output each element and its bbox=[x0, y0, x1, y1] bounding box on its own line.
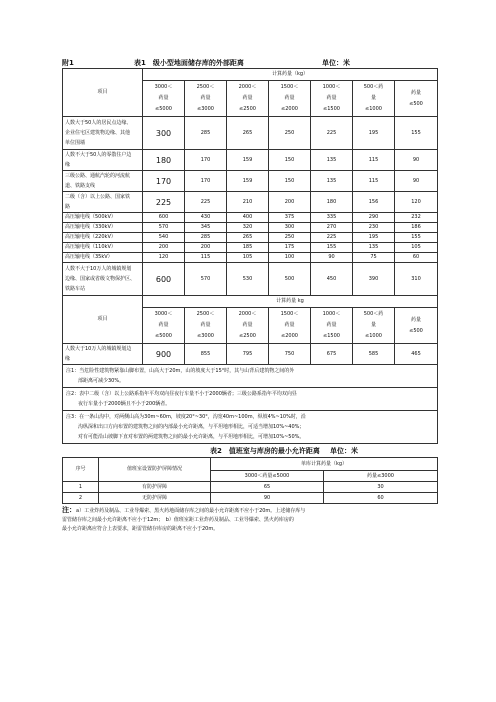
cell-line: 道、铁路支线 bbox=[65, 183, 96, 189]
table1-row-label bbox=[63, 117, 143, 150]
table1-cell: 750 bbox=[269, 344, 311, 365]
table1-cell: 450 bbox=[311, 263, 353, 296]
table1 bbox=[62, 68, 438, 444]
table1-header-col bbox=[185, 308, 227, 344]
cell-line: 1500＜ bbox=[280, 311, 299, 317]
table1-cell: 185 bbox=[227, 243, 269, 253]
table2-unit: 单位：米 bbox=[330, 447, 358, 455]
cell-line: ≤500 bbox=[409, 100, 423, 107]
table1-header-col bbox=[269, 81, 311, 117]
cell-line: 2500＜ bbox=[196, 84, 215, 90]
table1-note bbox=[63, 411, 438, 444]
cell-line: 量 bbox=[370, 322, 376, 328]
table1-header-col bbox=[227, 81, 269, 117]
table1-cell: 135 bbox=[311, 171, 353, 192]
table1-row bbox=[63, 263, 438, 296]
cell-line: 高压输电线（220kV） bbox=[65, 234, 116, 240]
table1-cell: 90 bbox=[395, 171, 438, 192]
cell-line: 1000＜ bbox=[322, 311, 341, 317]
table1-note bbox=[63, 388, 438, 411]
table1-row bbox=[63, 171, 438, 192]
table1-cell: 225 bbox=[143, 192, 185, 213]
cell-line: 三级公路、通航汽轮的河流航 bbox=[65, 173, 131, 179]
table2-title bbox=[210, 446, 330, 456]
table2-note-line: a）工业炸药及制品、工业导爆索、黑火药地面储存库之间的最小允许距离不应小于20m。上述储存库与 bbox=[76, 508, 306, 514]
table2-note-prefix: 注： bbox=[62, 506, 76, 514]
table2-note-line: 最小允许距离应符合上表要求，距雷管储存库房的距离不应小于20m。 bbox=[62, 526, 219, 532]
table1-cell: 115 bbox=[185, 253, 227, 263]
table1-header-item: 项目 bbox=[63, 296, 143, 344]
table1-cell: 155 bbox=[395, 233, 438, 243]
table1-cell: 200 bbox=[269, 192, 311, 213]
table2-subheader-2: 药量≤3000 bbox=[324, 471, 438, 482]
table1-cell: 105 bbox=[227, 253, 269, 263]
table1-cell: 540 bbox=[143, 233, 185, 243]
cell-line: 高压输电线（35kV） bbox=[65, 254, 113, 260]
table1-row-label bbox=[63, 344, 143, 365]
table1-row bbox=[63, 213, 438, 223]
table1-cell: 795 bbox=[227, 344, 269, 365]
table1-cell: 225 bbox=[311, 117, 353, 150]
note-line: 注2：表中二级（含）以上公路系指年平均双向昼夜行车量不小于2000辆者；三级公路系指年平均双向昼 bbox=[66, 391, 297, 397]
cell-line: 人数不大于10万人的城镇规划 bbox=[65, 266, 132, 272]
table1-cell: 159 bbox=[227, 171, 269, 192]
table1-cell: 225 bbox=[185, 192, 227, 213]
cell-line: 药量 bbox=[326, 322, 337, 328]
table1-header-col bbox=[395, 308, 438, 344]
table1-header-item: 项目 bbox=[63, 69, 143, 117]
table1-cell: 75 bbox=[353, 253, 395, 263]
table1-cell: 310 bbox=[395, 263, 438, 296]
note-line: 沟纵深和出口方向布置的建筑物之间的内部最小允许距离，与平坦地形相比，可适当增加10%~40%； bbox=[78, 424, 305, 430]
table2-header-no: 序号 bbox=[63, 458, 99, 482]
table1-cell: 180 bbox=[311, 192, 353, 213]
table1-row-label bbox=[63, 263, 143, 296]
table1-row-label bbox=[63, 192, 143, 213]
table2-cell: 90 bbox=[211, 493, 324, 504]
table1-cell: 500 bbox=[269, 263, 311, 296]
table1-cell: 225 bbox=[311, 233, 353, 243]
table1-caption: 级小型地面储存库的外部距离 bbox=[152, 59, 244, 67]
cell-line: 药量 bbox=[326, 95, 337, 101]
table2-cell: 60 bbox=[324, 493, 438, 504]
cell-line: 二级（含）以上公路、国家铁 bbox=[65, 194, 131, 200]
cell-line: 高压输电线（110kV） bbox=[65, 244, 116, 250]
note-line: 注3：在一条山沟中，对两侧山高为30m~60m，坡度20°~30°，沟宽40m~100m，纵坡4%~10%时，沿 bbox=[66, 414, 306, 420]
table1-row-label bbox=[63, 171, 143, 192]
table1-row-label bbox=[63, 243, 143, 253]
table1-cell: 250 bbox=[269, 117, 311, 150]
table1-cell: 400 bbox=[227, 213, 269, 223]
table1-cell: 290 bbox=[353, 213, 395, 223]
table1-cell: 200 bbox=[185, 243, 227, 253]
note-line: 夜行车量小于2000辆且不小于200辆者。 bbox=[78, 401, 171, 407]
cell-line: 药量 bbox=[284, 322, 295, 328]
cell-line: 人数不大于50人的零散住户边 bbox=[65, 152, 132, 158]
table1-cell: 135 bbox=[311, 150, 353, 171]
table1-cell: 159 bbox=[227, 150, 269, 171]
table1-cell: 265 bbox=[227, 117, 269, 150]
table1-header-col bbox=[353, 308, 395, 344]
table1-cell: 115 bbox=[353, 150, 395, 171]
cell-line: 1500＜ bbox=[280, 84, 299, 90]
table1-cell: 120 bbox=[395, 192, 438, 213]
cell-line: 高压输电线（500kV） bbox=[65, 214, 116, 220]
table1-cell: 390 bbox=[353, 263, 395, 296]
cell-line: ≤5000 bbox=[155, 333, 172, 339]
annex-label: 附1 bbox=[62, 59, 74, 67]
table1-cell: 855 bbox=[185, 344, 227, 365]
cell-line: 2500＜ bbox=[196, 311, 215, 317]
cell-line: 500＜药 bbox=[363, 311, 384, 317]
table1-cell: 585 bbox=[353, 344, 395, 365]
cell-line: 人数大于50人的居民点边缘、 bbox=[65, 120, 132, 126]
table1-note-row bbox=[63, 365, 438, 388]
cell-line: ≤500 bbox=[409, 327, 423, 334]
table1-header-col bbox=[311, 308, 353, 344]
table2-cell: 2 bbox=[63, 493, 99, 504]
table1-cell: 900 bbox=[143, 344, 185, 365]
table1-cell: 195 bbox=[353, 233, 395, 243]
cell-line: ≤1000 bbox=[365, 333, 382, 339]
table1-cell: 320 bbox=[227, 223, 269, 233]
table1-cell: 90 bbox=[311, 253, 353, 263]
table1-cell: 90 bbox=[395, 150, 438, 171]
table1-header-col bbox=[311, 81, 353, 117]
table2-caption: 值班室与库房的最小允许距离 bbox=[228, 447, 320, 455]
table1-cell: 335 bbox=[311, 213, 353, 223]
table1-cell: 120 bbox=[143, 253, 185, 263]
note-line: 注1：当危险性建筑物紧靠山脚布置，山高大于20m，山的坡度大于15°时，其与山背后建筑物之间的外 bbox=[66, 368, 295, 374]
cell-line: 铁路车站 bbox=[65, 286, 86, 292]
table1-unit: 单位：米 bbox=[322, 59, 350, 67]
table1-cell: 115 bbox=[353, 171, 395, 192]
table1-cell: 250 bbox=[269, 233, 311, 243]
table2-notes bbox=[62, 506, 437, 534]
table1-cell: 430 bbox=[185, 213, 227, 223]
cell-line: ≤2000 bbox=[281, 106, 298, 112]
table1-row-label bbox=[63, 213, 143, 223]
table1-row bbox=[63, 223, 438, 233]
table1-cell: 150 bbox=[269, 150, 311, 171]
table1-cell: 465 bbox=[395, 344, 438, 365]
cell-line: 500＜药 bbox=[363, 84, 384, 90]
table1-header-dose: 计算药量（kg） bbox=[143, 69, 438, 81]
table1-cell: 195 bbox=[353, 117, 395, 150]
cell-line: 药量 bbox=[410, 89, 421, 96]
cell-line: 药量 bbox=[200, 95, 211, 101]
table1-title bbox=[134, 58, 322, 68]
table1-cell: 600 bbox=[143, 263, 185, 296]
table1-header-col bbox=[143, 81, 185, 117]
cell-line: 药量 bbox=[284, 95, 295, 101]
cell-line: 企业住宅区建筑物边缘、其他 bbox=[65, 130, 131, 136]
cell-line: 高压输电线（330kV） bbox=[65, 224, 116, 230]
cell-line: ≤2000 bbox=[281, 333, 298, 339]
table1-cell: 232 bbox=[395, 213, 438, 223]
table1-row bbox=[63, 150, 438, 171]
table1-cell: 150 bbox=[269, 171, 311, 192]
table2-title-line bbox=[62, 445, 437, 457]
table1-cell: 180 bbox=[143, 150, 185, 171]
table1-row bbox=[63, 117, 438, 150]
note-line: 部距离可减少30%。 bbox=[78, 378, 125, 384]
cell-line: 2000＜ bbox=[238, 311, 257, 317]
table1-cell: 105 bbox=[395, 243, 438, 253]
table1-title-line bbox=[62, 58, 437, 68]
table2-cell: 30 bbox=[324, 482, 438, 493]
table1-header-col bbox=[353, 81, 395, 117]
cell-line: 药量 bbox=[242, 95, 253, 101]
cell-line: ≤1500 bbox=[323, 333, 340, 339]
cell-line: 缘 bbox=[65, 162, 71, 168]
document-page bbox=[62, 58, 437, 534]
table1-cell: 300 bbox=[143, 117, 185, 150]
table2-subheader-1: 3000＜药量≤5000 bbox=[211, 471, 324, 482]
table1-row bbox=[63, 243, 438, 253]
table1-row-label bbox=[63, 253, 143, 263]
table1-note bbox=[63, 365, 438, 388]
table1-row-label bbox=[63, 233, 143, 243]
table1-cell: 175 bbox=[269, 243, 311, 253]
cell-line: ≤1000 bbox=[365, 106, 382, 112]
table1-cell: 170 bbox=[185, 171, 227, 192]
table2-note-line: 雷管储存库之间最小允许距离不应小于12m； b）值班室距工业炸药及制品、工业导爆索、黑火药库房的 bbox=[62, 517, 294, 523]
table1-row bbox=[63, 253, 438, 263]
table2-number: 表2 bbox=[210, 447, 222, 455]
table1-header-dose: 计算药量 kg bbox=[143, 296, 438, 308]
cell-line: 量 bbox=[370, 95, 376, 101]
cell-line: ≤3000 bbox=[197, 333, 214, 339]
cell-line: ≤2500 bbox=[239, 333, 256, 339]
table1-row bbox=[63, 344, 438, 365]
cell-line: ≤1500 bbox=[323, 106, 340, 112]
table1-cell: 570 bbox=[143, 223, 185, 233]
table1-cell: 230 bbox=[353, 223, 395, 233]
table1-cell: 285 bbox=[185, 117, 227, 150]
table1-cell: 530 bbox=[227, 263, 269, 296]
cell-line: 单位围墙 bbox=[65, 140, 86, 146]
cell-line: 3000＜ bbox=[154, 84, 173, 90]
table1-header-col bbox=[227, 308, 269, 344]
table1-cell: 170 bbox=[143, 171, 185, 192]
table2-header-condition: 值班室设置防护屏障情况 bbox=[99, 458, 211, 482]
table1-cell: 285 bbox=[185, 233, 227, 243]
table1-cell: 210 bbox=[227, 192, 269, 213]
table1-cell: 300 bbox=[269, 223, 311, 233]
table2-cell: 有防护屏障 bbox=[99, 482, 211, 493]
table1-cell: 155 bbox=[311, 243, 353, 253]
table2-cell: 1 bbox=[63, 482, 99, 493]
table1-cell: 345 bbox=[185, 223, 227, 233]
cell-line: 药量 bbox=[158, 95, 169, 101]
cell-line: 2000＜ bbox=[238, 84, 257, 90]
cell-line: ≤2500 bbox=[239, 106, 256, 112]
table1-cell: 186 bbox=[395, 223, 438, 233]
table1-cell: 270 bbox=[311, 223, 353, 233]
cell-line: 药量 bbox=[410, 316, 421, 323]
table1-row-label bbox=[63, 150, 143, 171]
cell-line: 边缘、国家或省级文物保护区、 bbox=[65, 276, 136, 282]
note-line: 对有可能沿山坡脚下直对布置的两建筑物之间的最小允许距离，与平坦地形相比，可增加10%~50%。 bbox=[78, 434, 305, 440]
table1-header-col bbox=[269, 308, 311, 344]
table1-note-row bbox=[63, 411, 438, 444]
table1-header-col bbox=[395, 81, 438, 117]
table1-cell: 600 bbox=[143, 213, 185, 223]
cell-line: 药量 bbox=[158, 322, 169, 328]
table1-cell: 135 bbox=[353, 243, 395, 253]
table1-cell: 200 bbox=[143, 243, 185, 253]
table1-cell: 155 bbox=[395, 117, 438, 150]
table1-header-col bbox=[143, 308, 185, 344]
table1-number: 表1 bbox=[134, 59, 146, 67]
table1-cell: 156 bbox=[353, 192, 395, 213]
cell-line: 缘 bbox=[65, 356, 71, 362]
table1-note-row bbox=[63, 388, 438, 411]
cell-line: 药量 bbox=[242, 322, 253, 328]
table1-row-label bbox=[63, 223, 143, 233]
table1-cell: 375 bbox=[269, 213, 311, 223]
table2-cell: 无防护屏障 bbox=[99, 493, 211, 504]
table1-header-col bbox=[185, 81, 227, 117]
table1-row bbox=[63, 233, 438, 243]
cell-line: 药量 bbox=[200, 322, 211, 328]
cell-line: ≤5000 bbox=[155, 106, 172, 112]
table2-cell: 65 bbox=[211, 482, 324, 493]
cell-line: 路 bbox=[65, 204, 71, 210]
table1-cell: 170 bbox=[185, 150, 227, 171]
table2 bbox=[62, 457, 438, 504]
cell-line: 人数大于10万人的城镇规划边 bbox=[65, 346, 132, 352]
cell-line: 3000＜ bbox=[154, 311, 173, 317]
table2-header-dose: 单库计算药量（kg） bbox=[211, 458, 438, 471]
table1-cell: 675 bbox=[311, 344, 353, 365]
table1-cell: 265 bbox=[227, 233, 269, 243]
table1-cell: 60 bbox=[395, 253, 438, 263]
cell-line: ≤3000 bbox=[197, 106, 214, 112]
table1-cell: 570 bbox=[185, 263, 227, 296]
table1-cell: 100 bbox=[269, 253, 311, 263]
cell-line: 1000＜ bbox=[322, 84, 341, 90]
table1-row bbox=[63, 192, 438, 213]
